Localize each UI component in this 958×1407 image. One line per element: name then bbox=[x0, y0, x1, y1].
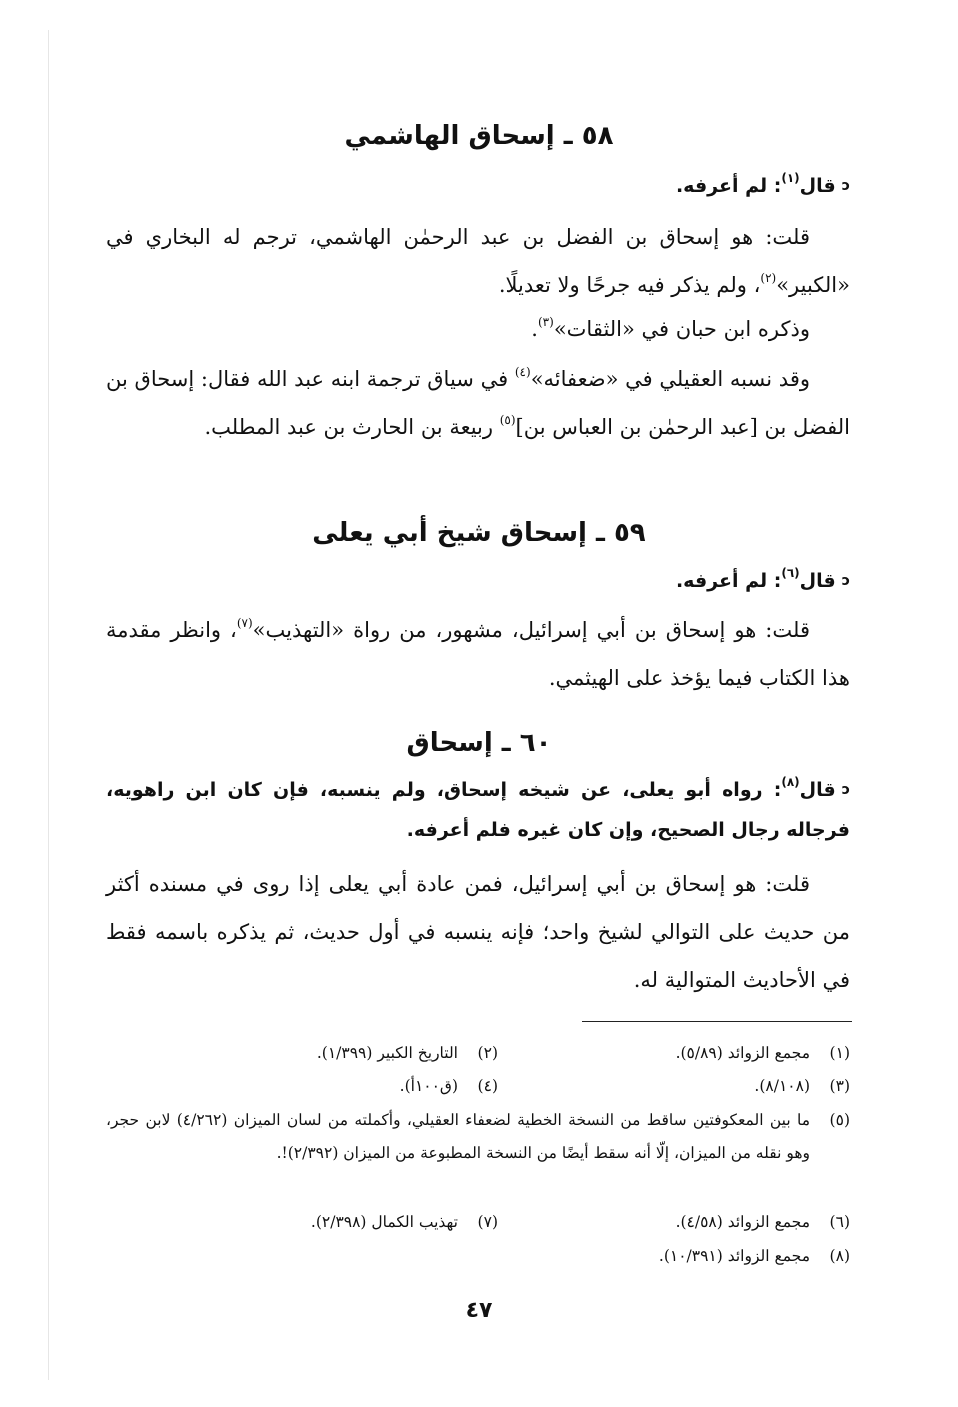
qal-text: : لم أعرفه. bbox=[675, 175, 782, 197]
qal-label: قال bbox=[799, 175, 836, 197]
qal-text: : رواه أبو يعلى، عن شيخه إسحاق، ولم ينسبه، فإن كان ابن راهويه، فرجاله رجال الصحيح، وإن كان غيره فلم أعرفه. bbox=[106, 779, 850, 841]
footnote-ref[interactable]: (٦) bbox=[781, 566, 800, 580]
footnote-5: (٥) ما بين المعكوفتين ساقط من النسخة الخطية لضعفاء العقيلي، وأكملته من لسان الميزان (٤/٢٦٢) لابن حجر، وهو نقله من الميزان، إلّا أنه سقط أيضًا من النسخة المطبوعة من الميزان (٢/٣٩٢)!. bbox=[106, 1111, 850, 1162]
footnote-ref[interactable]: (٨) bbox=[781, 775, 800, 789]
footnote-ref[interactable]: (٧) bbox=[236, 616, 253, 630]
entry-60-paragraph-1: قلت: هو إسحاق بن أبي إسرائيل، فمن عادة أبي يعلى إذا روى في مسنده أكثر من حديث على التوالي لشيخ واحد؛ فإنه ينسبه في أول حديث، ثم يذكره باسمه فقط في الأحاديث المتوالية له. bbox=[106, 872, 850, 992]
footnote-ref[interactable]: (٥) bbox=[499, 413, 516, 427]
footnote-ref[interactable]: (٤) bbox=[514, 365, 531, 379]
entry-58-paragraph-3: وقد نسبه العقيلي في «ضعفائه»$^{(٤)}$ في سياق ترجمة ابنه عبد الله فقال: إسحاق بن الفضل بن [عبد الرحمٰن بن العباس بن]$^{(٥)}$ ربيعة بن الحارث بن عبد المطلب. bbox=[106, 365, 850, 439]
entry-58-qal bbox=[106, 166, 850, 206]
footnote-7: (٧)تهذيب الكمال (٢/٣٩٨). bbox=[310, 1213, 498, 1231]
footnote-2: (٢)التاريخ الكبير (١/٣٩٩). bbox=[316, 1044, 498, 1062]
footnote-ref[interactable]: (٣) bbox=[537, 315, 554, 329]
entry-58-heading: ٥٨ ـ إسحاق الهاشمي bbox=[344, 121, 614, 151]
entry-58-paragraph-2: وذكره ابن حبان في «الثقات»$^{(٣)}$. bbox=[531, 315, 810, 341]
entry-59-heading: ٥٩ ـ إسحاق شيخ أبي يعلى bbox=[312, 518, 646, 548]
qal-label: قال bbox=[799, 779, 836, 801]
qal-label: قال bbox=[799, 570, 836, 592]
circle-marker-icon: ᴐ bbox=[841, 178, 850, 194]
entry-60-heading: ٦٠ ـ إسحاق bbox=[406, 728, 552, 758]
entry-59-paragraph-1: قلت: هو إسحاق بن أبي إسرائيل، مشهور، من رواة «التهذيب»$^{(٧)}$، وانظر مقدمة هذا الكتاب فيما يؤخذ على الهيثمي. bbox=[106, 616, 850, 690]
footnote-divider bbox=[582, 1021, 852, 1022]
footnote-6: (٦)مجمع الزوائد (٤/٥٨). bbox=[675, 1213, 850, 1231]
entry-60-qal bbox=[106, 770, 850, 850]
page-number: ٤٧ bbox=[465, 1298, 493, 1323]
circle-marker-icon: ᴐ bbox=[841, 573, 850, 589]
circle-marker-icon: ᴐ bbox=[841, 782, 850, 798]
footnote-ref[interactable]: (٢) bbox=[760, 271, 777, 285]
qal-text: : لم أعرفه. bbox=[675, 570, 782, 592]
footnote-3: (٣)(٨/١٠٨). bbox=[754, 1077, 850, 1095]
scan-edge-line bbox=[48, 30, 49, 1380]
footnote-4: (٤)(ق١٠٠أ). bbox=[399, 1077, 498, 1095]
entry-59-qal bbox=[106, 561, 850, 601]
footnote-ref[interactable]: (١) bbox=[781, 171, 800, 185]
footnote-1: (١)مجمع الزوائد (٥/٨٩). bbox=[675, 1044, 850, 1062]
entry-58-paragraph-1: قلت: هو إسحاق بن الفضل بن عبد الرحمٰن الهاشمي، ترجم له البخاري في «الكبير»$^{(٢)}$، ولم يذكر فيه جرحًا ولا تعديلًا. bbox=[106, 225, 850, 297]
footnote-8: (٨)مجمع الزوائد (١٠/٣٩١). bbox=[658, 1247, 850, 1265]
